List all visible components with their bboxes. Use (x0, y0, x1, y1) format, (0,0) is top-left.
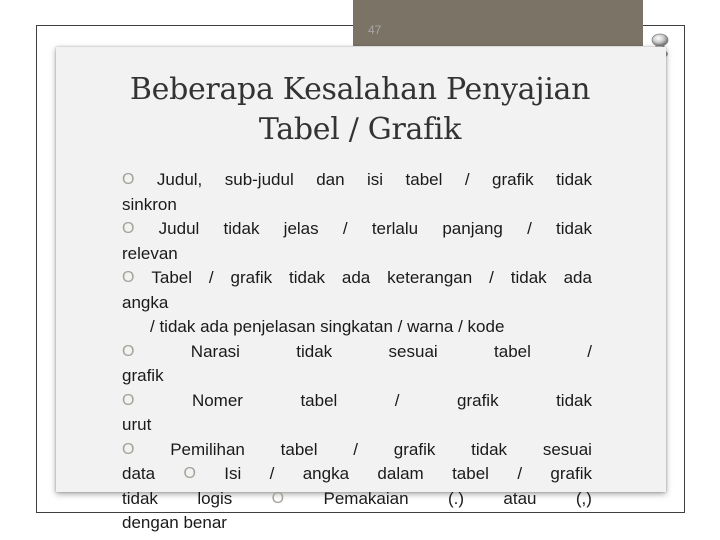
body-word: grafik (393, 439, 436, 459)
body-line (122, 487, 592, 512)
body-word: / (342, 219, 348, 238)
body-word: Nomer (191, 390, 243, 410)
body-word: tabel (494, 341, 531, 361)
body-word: ada (563, 268, 592, 287)
body-word: (.) (447, 488, 465, 508)
body-word: sinkron (122, 194, 177, 214)
body-line (122, 193, 592, 218)
body-word: / (269, 464, 275, 483)
title-line-1: Beberapa Kesalahan Penyajian (129, 72, 591, 107)
bullet-icon: O (271, 489, 285, 507)
body-word: keterangan (387, 268, 473, 287)
body-word: data (122, 464, 156, 483)
body-word: grafik (492, 170, 534, 189)
body-word: tidak (471, 439, 508, 459)
body-word: grafik (230, 268, 273, 287)
body-word: / (517, 464, 523, 483)
body-word: tidak (510, 268, 547, 287)
body-word: tidak (556, 390, 592, 410)
body-word: grafik (457, 390, 499, 410)
body-word: Isi (224, 464, 242, 483)
body-word: / tidak ada penjelasan singkatan / warna / kode (150, 317, 505, 336)
bullet-icon: O (122, 269, 135, 286)
body-word: dan (316, 170, 345, 189)
body-word: dengan benar (122, 513, 227, 532)
body-word: tidak (223, 219, 260, 238)
body-line (122, 511, 592, 536)
bullet-icon: O (183, 465, 196, 482)
bullet-icon: O (122, 171, 135, 188)
body-line (122, 340, 592, 365)
body-line (122, 389, 592, 414)
body-word: / (587, 341, 592, 361)
body-word: angka (122, 292, 169, 312)
body-word: (,) (575, 488, 592, 508)
body-word: logis (197, 488, 233, 508)
body-word: / (394, 390, 400, 410)
body-word: panjang (442, 219, 503, 238)
body-word: tidak (296, 341, 333, 361)
body-line (122, 217, 592, 242)
body-word: / (353, 439, 359, 459)
body-word: / (489, 268, 494, 287)
body-word: tidak (556, 170, 592, 189)
body-line (122, 413, 592, 438)
body-word: tabel (280, 439, 318, 459)
slide-number: 47 (368, 23, 382, 37)
body-word: / (208, 268, 214, 287)
body-word: grafik (122, 366, 164, 385)
bullet-icon: O (122, 220, 135, 237)
body-word: isi (367, 170, 384, 189)
body-word: urut (122, 415, 152, 434)
body-word: tidak (556, 219, 592, 238)
body-word: tidak (289, 268, 325, 287)
title-line-2: Tabel / Grafik (258, 112, 462, 147)
body-line (122, 291, 592, 316)
body-word: sub-judul (224, 170, 294, 189)
bullet-icon: O (122, 342, 135, 360)
body-word: grafik (550, 464, 592, 483)
body-word: tabel (405, 170, 443, 189)
bullet-icon: O (122, 440, 135, 458)
body-word: ada (341, 268, 371, 287)
body-word: / (527, 219, 532, 238)
slide-title (100, 70, 620, 150)
body-word: Judul, (156, 170, 203, 189)
body-word: tidak (122, 488, 158, 508)
body-word: relevan (122, 243, 178, 263)
body-line (122, 364, 592, 389)
slide-body (122, 168, 592, 536)
body-line (122, 242, 592, 267)
body-line (122, 266, 592, 291)
body-line (122, 438, 592, 463)
body-word: Pemilihan (170, 439, 245, 459)
body-word: / (464, 170, 470, 189)
bullet-icon: O (122, 391, 135, 409)
body-line (122, 462, 592, 487)
body-word: Judul (158, 219, 200, 238)
body-word: sesuai (542, 439, 592, 459)
body-word: Tabel (151, 268, 192, 287)
body-word: sesuai (388, 341, 438, 361)
body-line (122, 315, 592, 340)
body-word: tabel (452, 464, 489, 483)
body-line (122, 168, 592, 193)
body-word: Pemakaian (323, 488, 409, 508)
body-word: Narasi (190, 341, 240, 361)
body-word: dalam (377, 464, 424, 483)
body-word: jelas (283, 219, 319, 238)
body-word: angka (302, 464, 350, 483)
body-word: atau (503, 488, 537, 508)
body-word: tabel (300, 390, 338, 410)
body-word: terlalu (371, 219, 419, 238)
header-tab (353, 0, 643, 46)
